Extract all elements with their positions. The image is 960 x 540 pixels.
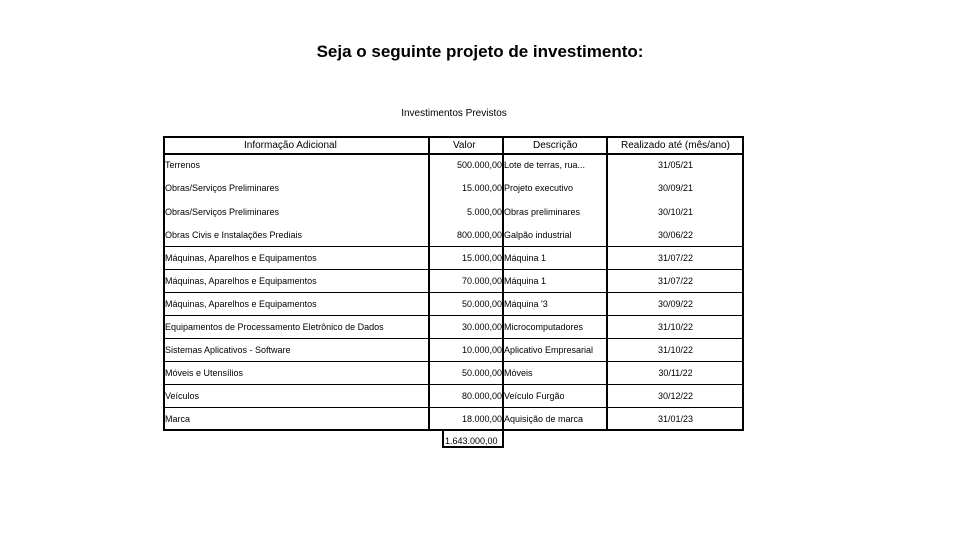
row-valor: 18.000,00 [461,414,502,424]
header-descricao: Descrição [533,140,578,151]
row-info: Máquinas, Aparelhos e Equipamentos [165,253,317,263]
row-valor: 80.000,00 [461,391,502,401]
page-title: Seja o seguinte projeto de investimento: [316,42,644,61]
row-data: 31/01/23 [657,414,694,424]
row-divider [163,292,744,293]
row-info: Obras Civis e Instalações Prediais [165,230,303,240]
row-valor: 500.000,00 [456,160,502,170]
row-valor: 15.000,00 [461,183,502,193]
row-divider [163,338,744,339]
header-valor: Valor [453,140,476,151]
row-descricao: Veículo Furgão [504,391,565,401]
row-data: 30/10/21 [657,207,694,217]
row-divider [163,246,744,247]
row-descricao: Projeto executivo [504,183,574,193]
row-divider [163,315,744,316]
header-info: Informação Adicional [244,140,337,151]
row-data: 30/09/22 [657,299,694,309]
row-info: Terrenos [165,160,201,170]
row-valor: 50.000,00 [461,299,502,309]
row-descricao: Microcomputadores [504,322,584,332]
row-divider [163,384,744,385]
row-descricao: Máquina '3 [504,299,548,309]
total-value: 1.643.000,00 [445,436,498,446]
row-descricao: Máquina 1 [504,253,547,263]
row-divider [163,269,744,270]
row-valor: 15.000,00 [461,253,502,263]
header-divider [163,153,744,155]
row-info: Móveis e Utensílios [165,368,244,378]
row-valor: 10.000,00 [461,345,502,355]
row-divider [163,361,744,362]
row-descricao: Aplicativo Empresarial [504,345,594,355]
row-data: 30/12/22 [657,391,694,401]
row-info: Marca [165,414,191,424]
row-descricao: Máquina 1 [504,276,547,286]
row-data: 30/11/22 [658,368,693,378]
row-descricao: Galpão industrial [504,230,572,240]
row-valor: 30.000,00 [461,322,502,332]
row-data: 31/10/22 [657,345,694,355]
row-info: Máquinas, Aparelhos e Equipamentos [165,276,317,286]
row-info: Veículos [165,391,200,401]
row-descricao: Aquisição de marca [504,414,584,424]
row-data: 30/09/21 [657,183,694,193]
header-realizado: Realizado até (mês/ano) [621,140,730,151]
row-descricao: Lote de terras, rua... [504,160,586,170]
row-valor: 800.000,00 [456,230,502,240]
row-info: Equipamentos de Processamento Eletrônico de Dados [165,322,384,332]
row-valor: 5.000,00 [466,207,502,217]
row-info: Obras/Serviços Preliminares [165,183,280,193]
row-data: 31/10/22 [657,322,694,332]
total-underline [442,446,504,448]
row-descricao: Obras preliminares [504,207,581,217]
row-data: 31/07/22 [657,253,694,263]
row-descricao: Móveis [504,368,533,378]
row-divider [163,407,744,408]
row-data: 31/07/22 [657,276,694,286]
row-info: Sistemas Aplicativos - Software [165,345,291,355]
row-info: Obras/Serviços Preliminares [165,207,280,217]
row-data: 30/06/22 [657,230,694,240]
column-divider [428,136,430,431]
row-valor: 70.000,00 [461,276,502,286]
table-title: Investimentos Previstos [401,108,507,119]
row-valor: 50.000,00 [461,368,502,378]
row-data: 31/05/21 [657,160,694,170]
row-info: Máquinas, Aparelhos e Equipamentos [165,299,317,309]
